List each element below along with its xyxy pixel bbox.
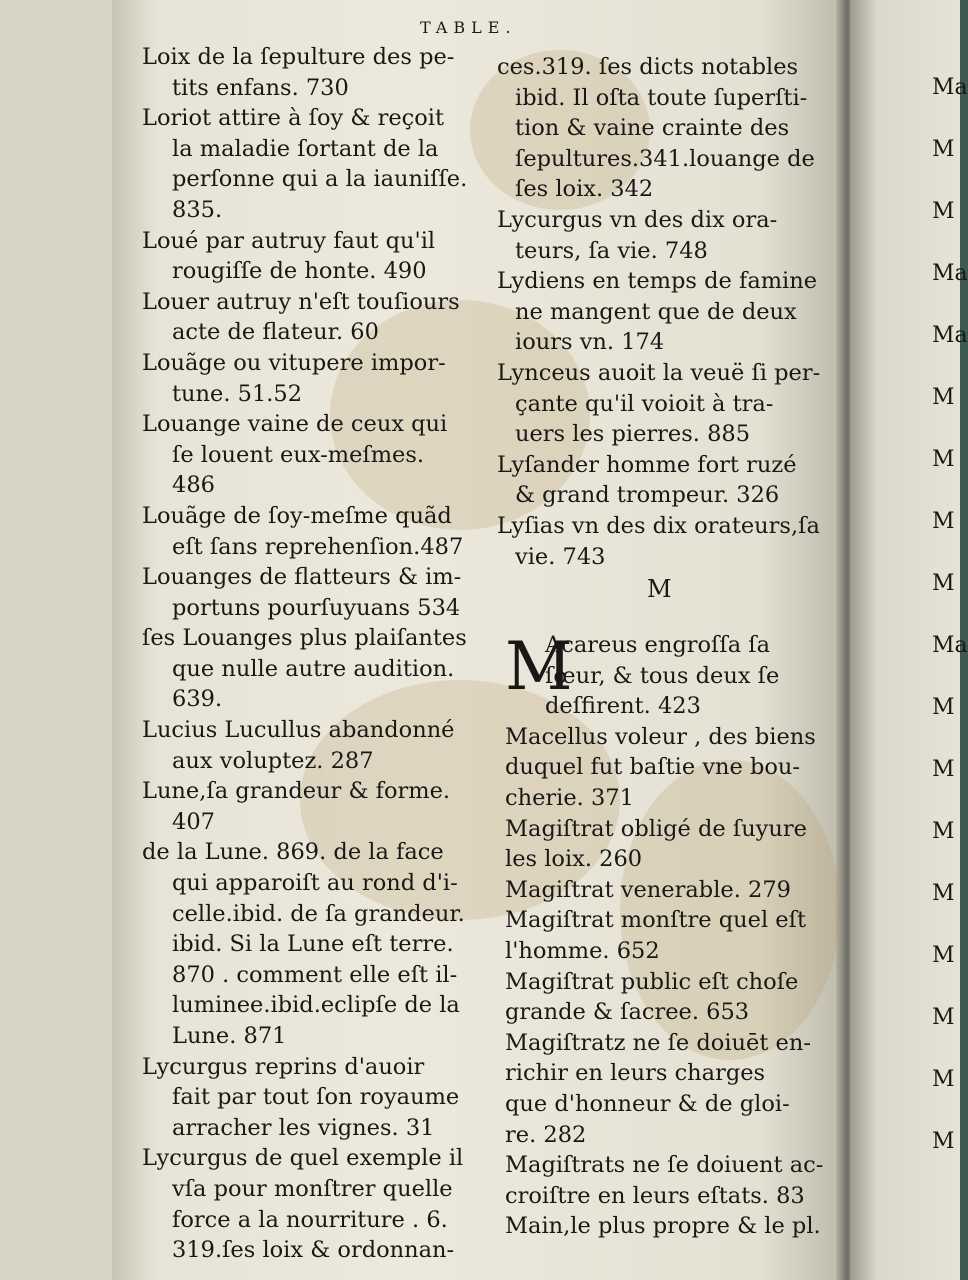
facing-page-text: M bbox=[932, 757, 955, 782]
index-line: luminee.ibid.eclipſe de la bbox=[172, 992, 460, 1019]
index-line: Magiſtratz ne ſe doiuēt en- bbox=[505, 1029, 811, 1056]
section-letter: M bbox=[647, 575, 672, 603]
index-line: 319.ſes loix & ordonnan- bbox=[172, 1237, 455, 1264]
index-entry bbox=[142, 42, 467, 103]
index-line: Louange vaine de ceux qui bbox=[142, 411, 448, 438]
index-line: Lyſander homme fort ruzé bbox=[497, 451, 797, 478]
index-line: grande & ſacree. 653 bbox=[505, 999, 750, 1026]
index-entry bbox=[142, 837, 467, 1051]
facing-page-text: M bbox=[932, 447, 955, 472]
index-entry bbox=[497, 266, 818, 358]
index-line: ne mangent que de deux bbox=[515, 298, 797, 325]
index-line: Main,le plus propre & le pl. bbox=[505, 1213, 821, 1240]
facing-page-text: Ma bbox=[932, 261, 968, 286]
facing-page-text: Ma bbox=[932, 633, 968, 658]
index-entry bbox=[497, 450, 797, 511]
index-line: vie. 743 bbox=[515, 543, 606, 570]
index-line: portuns pourſuyuans 534 bbox=[172, 594, 461, 621]
index-line: ces.319. ſes dicts notables bbox=[497, 54, 799, 80]
index-line: acte de flateur. 60 bbox=[172, 319, 379, 346]
index-line: Lune,ſa grandeur & forme. bbox=[142, 778, 451, 805]
facing-page-text: M bbox=[932, 1129, 955, 1154]
index-line: Lynceus auoit la veuë ſi per- bbox=[497, 359, 821, 386]
index-line: ſepultures.341.louange de bbox=[515, 145, 815, 172]
index-line: rougiſſe de honte. 490 bbox=[172, 258, 427, 285]
index-line: ſœur, & tous deux ſe bbox=[545, 662, 780, 689]
index-line: Louanges de flatteurs & im- bbox=[142, 564, 462, 591]
facing-page-text: M bbox=[932, 385, 955, 410]
index-line: force a la nourriture . 6. bbox=[172, 1206, 448, 1233]
index-line: Loué par autruy faut qu'il bbox=[142, 227, 436, 254]
facing-page-text: M bbox=[932, 199, 955, 224]
index-line: Magiſtrat monſtre quel eſt bbox=[505, 907, 806, 934]
index-entry bbox=[497, 52, 815, 205]
index-entry bbox=[142, 562, 467, 623]
index-line: Macellus voleur , des biens bbox=[505, 723, 816, 750]
index-line: les loix. 260 bbox=[505, 846, 643, 873]
index-line: croiſtre en leurs eſtats. 83 bbox=[505, 1182, 805, 1209]
index-line: 407 bbox=[172, 808, 215, 835]
index-entry bbox=[142, 287, 467, 348]
facing-page-text: M bbox=[932, 137, 955, 162]
facing-page-text: M bbox=[932, 509, 955, 534]
index-line: ibid. Il oſta toute ſuperſti- bbox=[515, 84, 808, 111]
index-line: re. 282 bbox=[505, 1121, 587, 1148]
index-entry bbox=[497, 511, 820, 572]
facing-page-text: Ma bbox=[932, 323, 968, 348]
index-line: aux voluptez. 287 bbox=[172, 747, 374, 774]
index-entry bbox=[142, 348, 467, 409]
page-header: TABLE. bbox=[420, 18, 517, 37]
index-line: teurs, ſa vie. 748 bbox=[515, 237, 708, 264]
index-line: Louãge ou vitupere impor- bbox=[142, 349, 446, 376]
index-line: Magiſtrats ne ſe doiuent ac- bbox=[505, 1152, 824, 1179]
facing-page-text: M bbox=[932, 1005, 955, 1030]
index-line: que nulle autre audition. bbox=[172, 655, 455, 682]
index-line: Lycurgus de quel exemple il bbox=[142, 1145, 464, 1172]
index-line: çante qu'il voioit à tra- bbox=[515, 390, 774, 417]
index-line: que d'honneur & de gloi- bbox=[505, 1090, 790, 1117]
index-line: Magiſtrat obligé de ſuyure bbox=[505, 815, 807, 842]
index-line: cherie. 371 bbox=[505, 784, 634, 811]
index-entry bbox=[142, 715, 467, 776]
index-entry bbox=[142, 776, 467, 837]
facing-page-text: M bbox=[932, 881, 955, 906]
facing-page-text: M bbox=[932, 1067, 955, 1092]
index-line: Lycurgus vn des dix ora- bbox=[497, 206, 778, 233]
index-line: uers les pierres. 885 bbox=[515, 421, 751, 448]
index-line: l'homme. 652 bbox=[505, 937, 660, 964]
index-line: richir en leurs charges bbox=[505, 1060, 766, 1087]
index-entry bbox=[142, 501, 467, 562]
index-line: tion & vaine crainte des bbox=[515, 115, 790, 142]
facing-page-text: M bbox=[932, 571, 955, 596]
index-entry bbox=[142, 623, 467, 715]
index-line: 486 bbox=[172, 472, 215, 499]
index-line: tune. 51.52 bbox=[172, 380, 303, 407]
index-line: tits enfans. 730 bbox=[172, 74, 349, 101]
index-line: de la Lune. 869. de la face bbox=[142, 839, 444, 866]
facing-page-text: M bbox=[932, 819, 955, 844]
index-line: Lyſias vn des dix orateurs,ſa bbox=[497, 512, 820, 539]
index-line: fait par tout ſon royaume bbox=[172, 1084, 460, 1111]
index-line: Acareus engroſſa ſa bbox=[545, 632, 770, 658]
facing-page-text: Ma bbox=[932, 75, 968, 100]
index-line: Lydiens en temps de famine bbox=[497, 268, 818, 295]
left-column bbox=[142, 42, 467, 1266]
index-line: & grand trompeur. 326 bbox=[515, 482, 780, 509]
index-line: iours vn. 174 bbox=[515, 329, 665, 356]
index-line: Louãge de ſoy-meſme quãd bbox=[142, 502, 452, 529]
drop-cap: M bbox=[505, 628, 573, 705]
index-entry bbox=[142, 1052, 467, 1144]
index-line: Magiſtrat venerable. 279 bbox=[505, 876, 791, 903]
index-line: ſes loix. 342 bbox=[515, 176, 654, 203]
section-m-entries bbox=[505, 628, 824, 1242]
index-line: Loix de la ſepulture des pe- bbox=[142, 44, 455, 70]
index-line: 835. bbox=[172, 196, 223, 223]
index-line: qui apparoiſt au rond d'i- bbox=[172, 870, 458, 897]
index-line: ſes Louanges plus plaiſantes bbox=[142, 625, 467, 652]
index-entry bbox=[142, 1143, 467, 1265]
index-line: la maladie ſortant de la bbox=[172, 135, 439, 162]
index-entry bbox=[142, 226, 467, 287]
index-line: duquel fut baſtie vne bou- bbox=[505, 754, 801, 781]
index-line: 870 . comment elle eſt il- bbox=[172, 961, 458, 988]
index-line: Louer autruy n'eſt touſiours bbox=[142, 288, 460, 315]
facing-page-text: M bbox=[932, 943, 955, 968]
index-line: ibid. Si la Lune eſt terre. bbox=[172, 931, 454, 958]
index-line: perſonne qui a la iauniſſe. bbox=[172, 166, 468, 193]
index-line: Lycurgus reprins d'auoir bbox=[142, 1053, 425, 1080]
facing-page-text: M bbox=[932, 695, 955, 720]
index-line: Magiſtrat public eſt choſe bbox=[505, 968, 799, 995]
index-entry bbox=[142, 103, 467, 225]
index-line: deſfirent. 423 bbox=[545, 693, 701, 720]
index-line: Lune. 871 bbox=[172, 1023, 287, 1049]
index-entry bbox=[142, 409, 467, 501]
index-line: eſt ſans reprehenſion.487 bbox=[172, 533, 464, 560]
index-line: arracher les vignes. 31 bbox=[172, 1114, 435, 1141]
index-entry bbox=[497, 205, 797, 266]
index-line: ſe louent eux-meſmes. bbox=[172, 441, 425, 468]
index-entry bbox=[497, 358, 821, 450]
index-line: vſa pour monſtrer quelle bbox=[172, 1175, 453, 1202]
right-column bbox=[497, 52, 821, 572]
index-line: Lucius Lucullus abandonné bbox=[142, 717, 455, 744]
index-line: celle.ibid. de ſa grandeur. bbox=[172, 900, 465, 927]
index-line: Loriot attire à ſoy & reçoit bbox=[142, 105, 445, 132]
index-line: 639. bbox=[172, 686, 223, 713]
